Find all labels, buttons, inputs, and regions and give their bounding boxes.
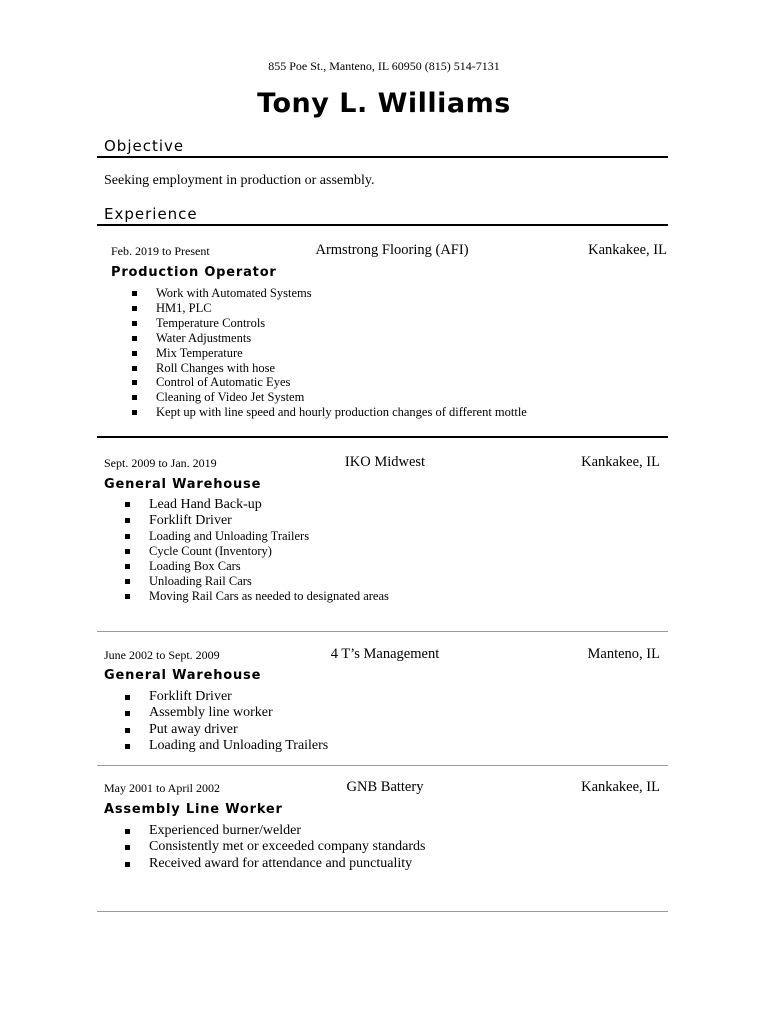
job-dates: Sept. 2009 to Jan. 2019 [104,456,217,470]
job-location: Manteno, IL [587,646,660,662]
objective-heading: Objective [104,137,185,155]
job-divider [97,631,668,632]
job-duties [125,823,425,872]
list-item: Roll Changes with hose [132,361,527,376]
job-company: Armstrong Flooring (AFI) [315,242,469,258]
job-duties [132,286,527,420]
job-company: IKO Midwest [344,454,426,470]
job-role: Assembly Line Worker [104,802,283,817]
list-item: Work with Automated Systems [132,286,527,301]
objective-rule [97,156,668,158]
job-divider [97,436,668,438]
list-item: Cycle Count (Inventory) [125,544,389,559]
job-company: 4 T’s Management [330,646,440,662]
job-dates: May 2001 to April 2002 [104,781,220,795]
list-item: Loading Box Cars [125,559,389,574]
list-item: Forklift Driver [125,513,389,529]
contact-info: 855 Poe St., Manteno, IL 60950 (815) 514-7131 [268,59,500,73]
list-item: Loading and Unloading Trailers [125,738,328,754]
job-location: Kankakee, IL [588,242,667,258]
list-item: Put away driver [125,722,328,738]
applicant-name: Tony L. Williams [257,88,511,119]
job-divider [97,911,668,912]
job-duties [125,689,328,755]
list-item: Received award for attendance and punctuality [125,856,425,872]
list-item: Water Adjustments [132,331,527,346]
list-item: Lead Hand Back-up [125,497,389,513]
list-item: Consistently met or exceeded company standards [125,839,425,855]
job-duties [125,497,389,604]
job-company: GNB Battery [346,779,424,795]
job-dates: June 2002 to Sept. 2009 [104,648,220,662]
job-role: General Warehouse [104,477,262,492]
list-item: Mix Temperature [132,346,527,361]
experience-rule [97,224,668,226]
list-item: HM1, PLC [132,301,527,316]
experience-heading: Experience [104,205,198,223]
list-item: Control of Automatic Eyes [132,375,527,390]
list-item: Temperature Controls [132,316,527,331]
job-location: Kankakee, IL [581,454,660,470]
list-item: Assembly line worker [125,705,328,721]
list-item: Experienced burner/welder [125,823,425,839]
list-item: Cleaning of Video Jet System [132,390,527,405]
list-item: Forklift Driver [125,689,328,705]
list-item: Unloading Rail Cars [125,574,389,589]
job-role: General Warehouse [104,668,262,683]
job-location: Kankakee, IL [581,779,660,795]
list-item: Moving Rail Cars as needed to designated areas [125,589,389,604]
list-item: Kept up with line speed and hourly production changes of different mottle [132,405,527,420]
job-dates: Feb. 2019 to Present [111,244,210,258]
job-role: Production Operator [111,265,277,280]
list-item: Loading and Unloading Trailers [125,529,389,544]
objective-text: Seeking employment in production or assembly. [104,173,375,188]
job-divider [97,765,668,766]
